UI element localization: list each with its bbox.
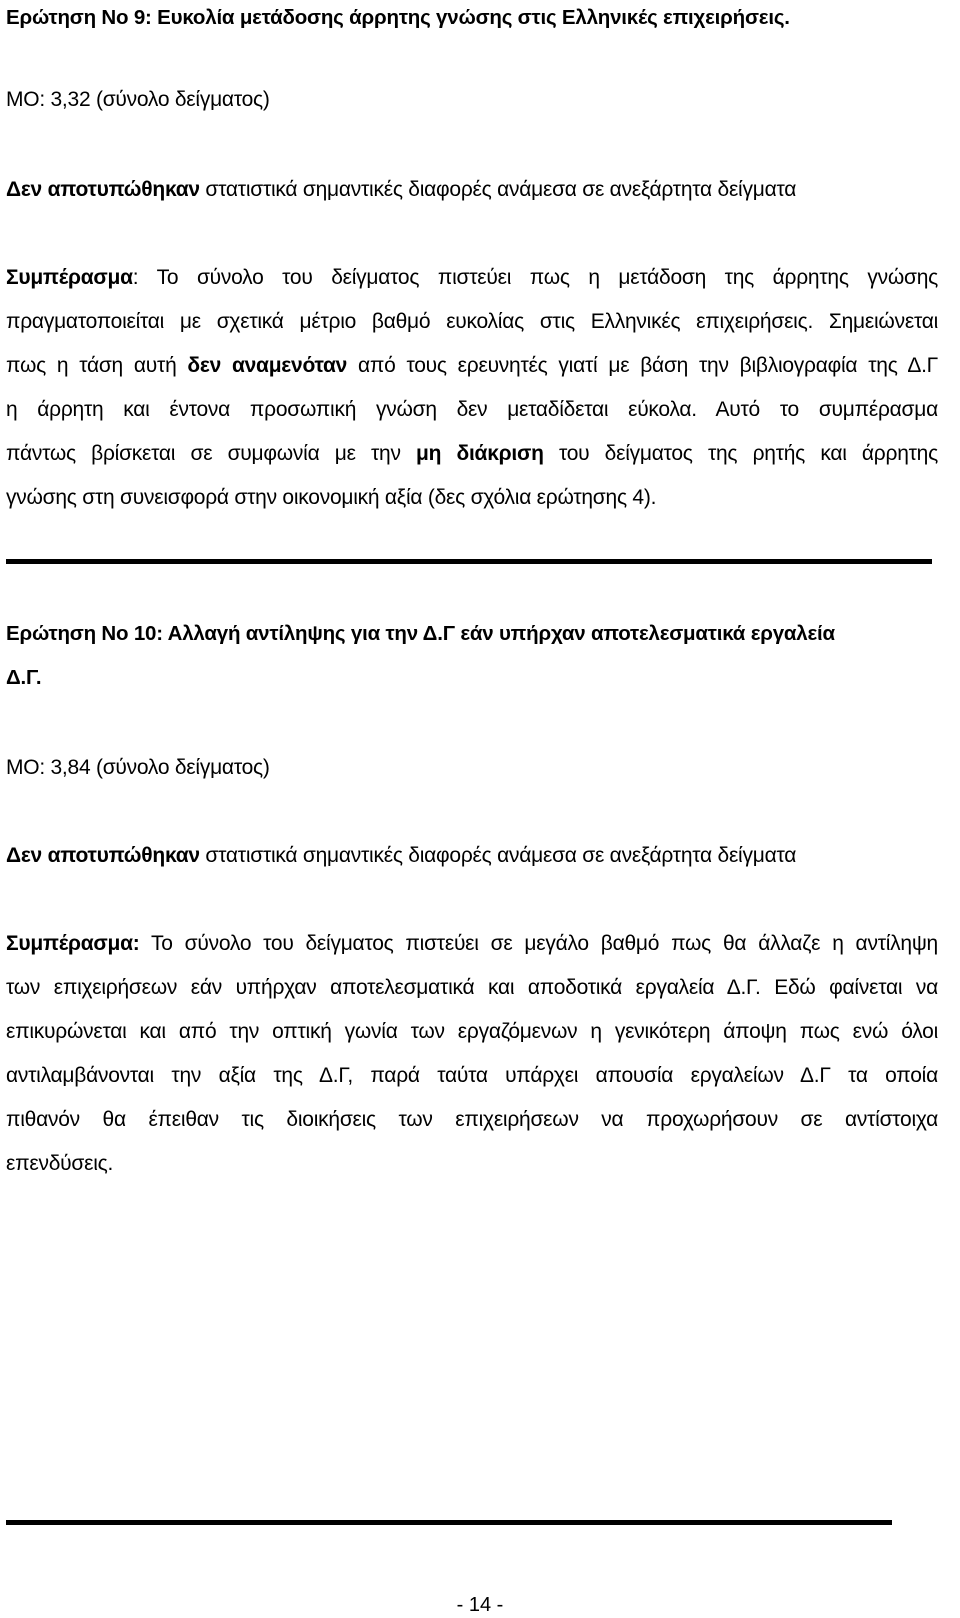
section-10-heading-line-2: Δ.Γ. (6, 666, 42, 689)
section-9-conclusion-line-5-post: του δείγματος της ρητής και άρρητης (543, 442, 938, 465)
section-9-significance-bold: Δεν αποτυπώθηκαν (6, 178, 200, 201)
section-9-heading: Ερώτηση Νο 9: Ευκολία μετάδοσης άρρητης γνώσης στις Ελληνικές επιχειρήσεις. (6, 6, 790, 29)
section-10-conclusion-line-3: επικυρώνεται και από την οπτική γωνία των εργαζόμενων η γενικότερη άποψη πως ενώ όλοι (6, 1020, 938, 1043)
section-10-mean: ΜΟ: 3,84 (σύνολο δείγματος) (6, 756, 270, 779)
section-10-conclusion-line-1-text: Το σύνολο του δείγματος πιστεύει σε μεγάλο βαθμό πως θα άλλαζε η αντίληψη (139, 932, 938, 955)
section-9-significance-block (6, 168, 938, 212)
section-9-conclusion-line-5-pre: πάντως βρίσκεται σε συμφωνία με την (6, 442, 416, 465)
section-10-conclusion-line-4: αντιλαμβάνονται την αξία της Δ.Γ, παρά ταύτα υπάρχει απουσία εργαλείων Δ.Γ τα οποία (6, 1064, 938, 1087)
section-9-significance (6, 168, 938, 212)
section-10-conclusion-line-2: των επιχειρήσεων εάν υπήρχαν αποτελεσματικά και αποδοτικά εργαλεία Δ.Γ. Εδώ φαίνεται να (6, 976, 938, 999)
section-divider-2 (6, 1520, 892, 1525)
section-9-conclusion (6, 256, 938, 520)
section-9-conclusion-line-4: η άρρητη και έντονα προσωπική γνώση δεν μεταδίδεται εύκολα. Αυτό το συμπέρασμα (6, 398, 938, 421)
section-9-conclusion-line-3 (6, 344, 938, 388)
section-10-conclusion-line-6: επενδύσεις. (6, 1152, 114, 1175)
section-9-conclusion-line-3-pre: πως η τάση αυτή (6, 354, 188, 377)
section-9 (6, 0, 938, 40)
section-10-significance (6, 834, 938, 878)
section-9-mean: ΜΟ: 3,32 (σύνολο δείγματος) (6, 88, 270, 111)
section-10-conclusion (6, 922, 938, 1186)
page-number: - 14 - (456, 1594, 504, 1616)
section-9-conclusion-label: Συμπέρασμα (6, 266, 133, 289)
section-9-conclusion-line-3-bold: δεν αναμενόταν (187, 354, 348, 377)
section-divider-1 (6, 559, 932, 564)
section-9-conclusion-line-3-post: από τους ερευνητές γιατί με βάση την βιβλιογραφία της Δ.Γ (347, 354, 939, 377)
section-9-mean-block (6, 78, 938, 122)
section-9-conclusion-line-5-bold: μη διάκριση (416, 442, 544, 465)
section-10-significance-block (6, 834, 938, 878)
section-10 (6, 612, 938, 700)
section-9-significance-rest: στατιστικά σημαντικές διαφορές ανάμεσα σε ανεξάρτητα δείγματα (199, 178, 797, 201)
section-9-conclusion-line-2: πραγματοποιείται με σχετικά μέτριο βαθμό ευκολίας στις Ελληνικές επιχειρήσεις. Σημειώνεται (6, 310, 938, 333)
section-9-conclusion-line-1-text: : Το σύνολο του δείγματος πιστεύει πως η μετάδοση της άρρητης γνώσης (132, 266, 938, 289)
section-10-significance-rest: στατιστικά σημαντικές διαφορές ανάμεσα σε ανεξάρτητα δείγματα (199, 844, 797, 867)
section-10-conclusion-label: Συμπέρασμα: (6, 932, 140, 955)
section-9-conclusion-line-5 (6, 432, 938, 476)
section-10-heading-line-1: Ερώτηση Νο 10: Αλλαγή αντίληψης για την Δ.Γ εάν υπήρχαν αποτελεσματικά εργαλεία (6, 622, 835, 645)
section-10-conclusion-line-5: πιθανόν θα έπειθαν τις διοικήσεις των επιχειρήσεων να προχωρήσουν σε αντίστοιχα (6, 1108, 938, 1131)
section-10-significance-bold: Δεν αποτυπώθηκαν (6, 844, 200, 867)
section-9-conclusion-line-1 (6, 256, 938, 300)
section-10-conclusion-line-1 (6, 922, 938, 966)
section-10-mean-block (6, 746, 938, 790)
section-9-conclusion-line-6: γνώσης στη συνεισφορά στην οικονομική αξία (δες σχόλια ερώτησης 4). (6, 486, 657, 509)
